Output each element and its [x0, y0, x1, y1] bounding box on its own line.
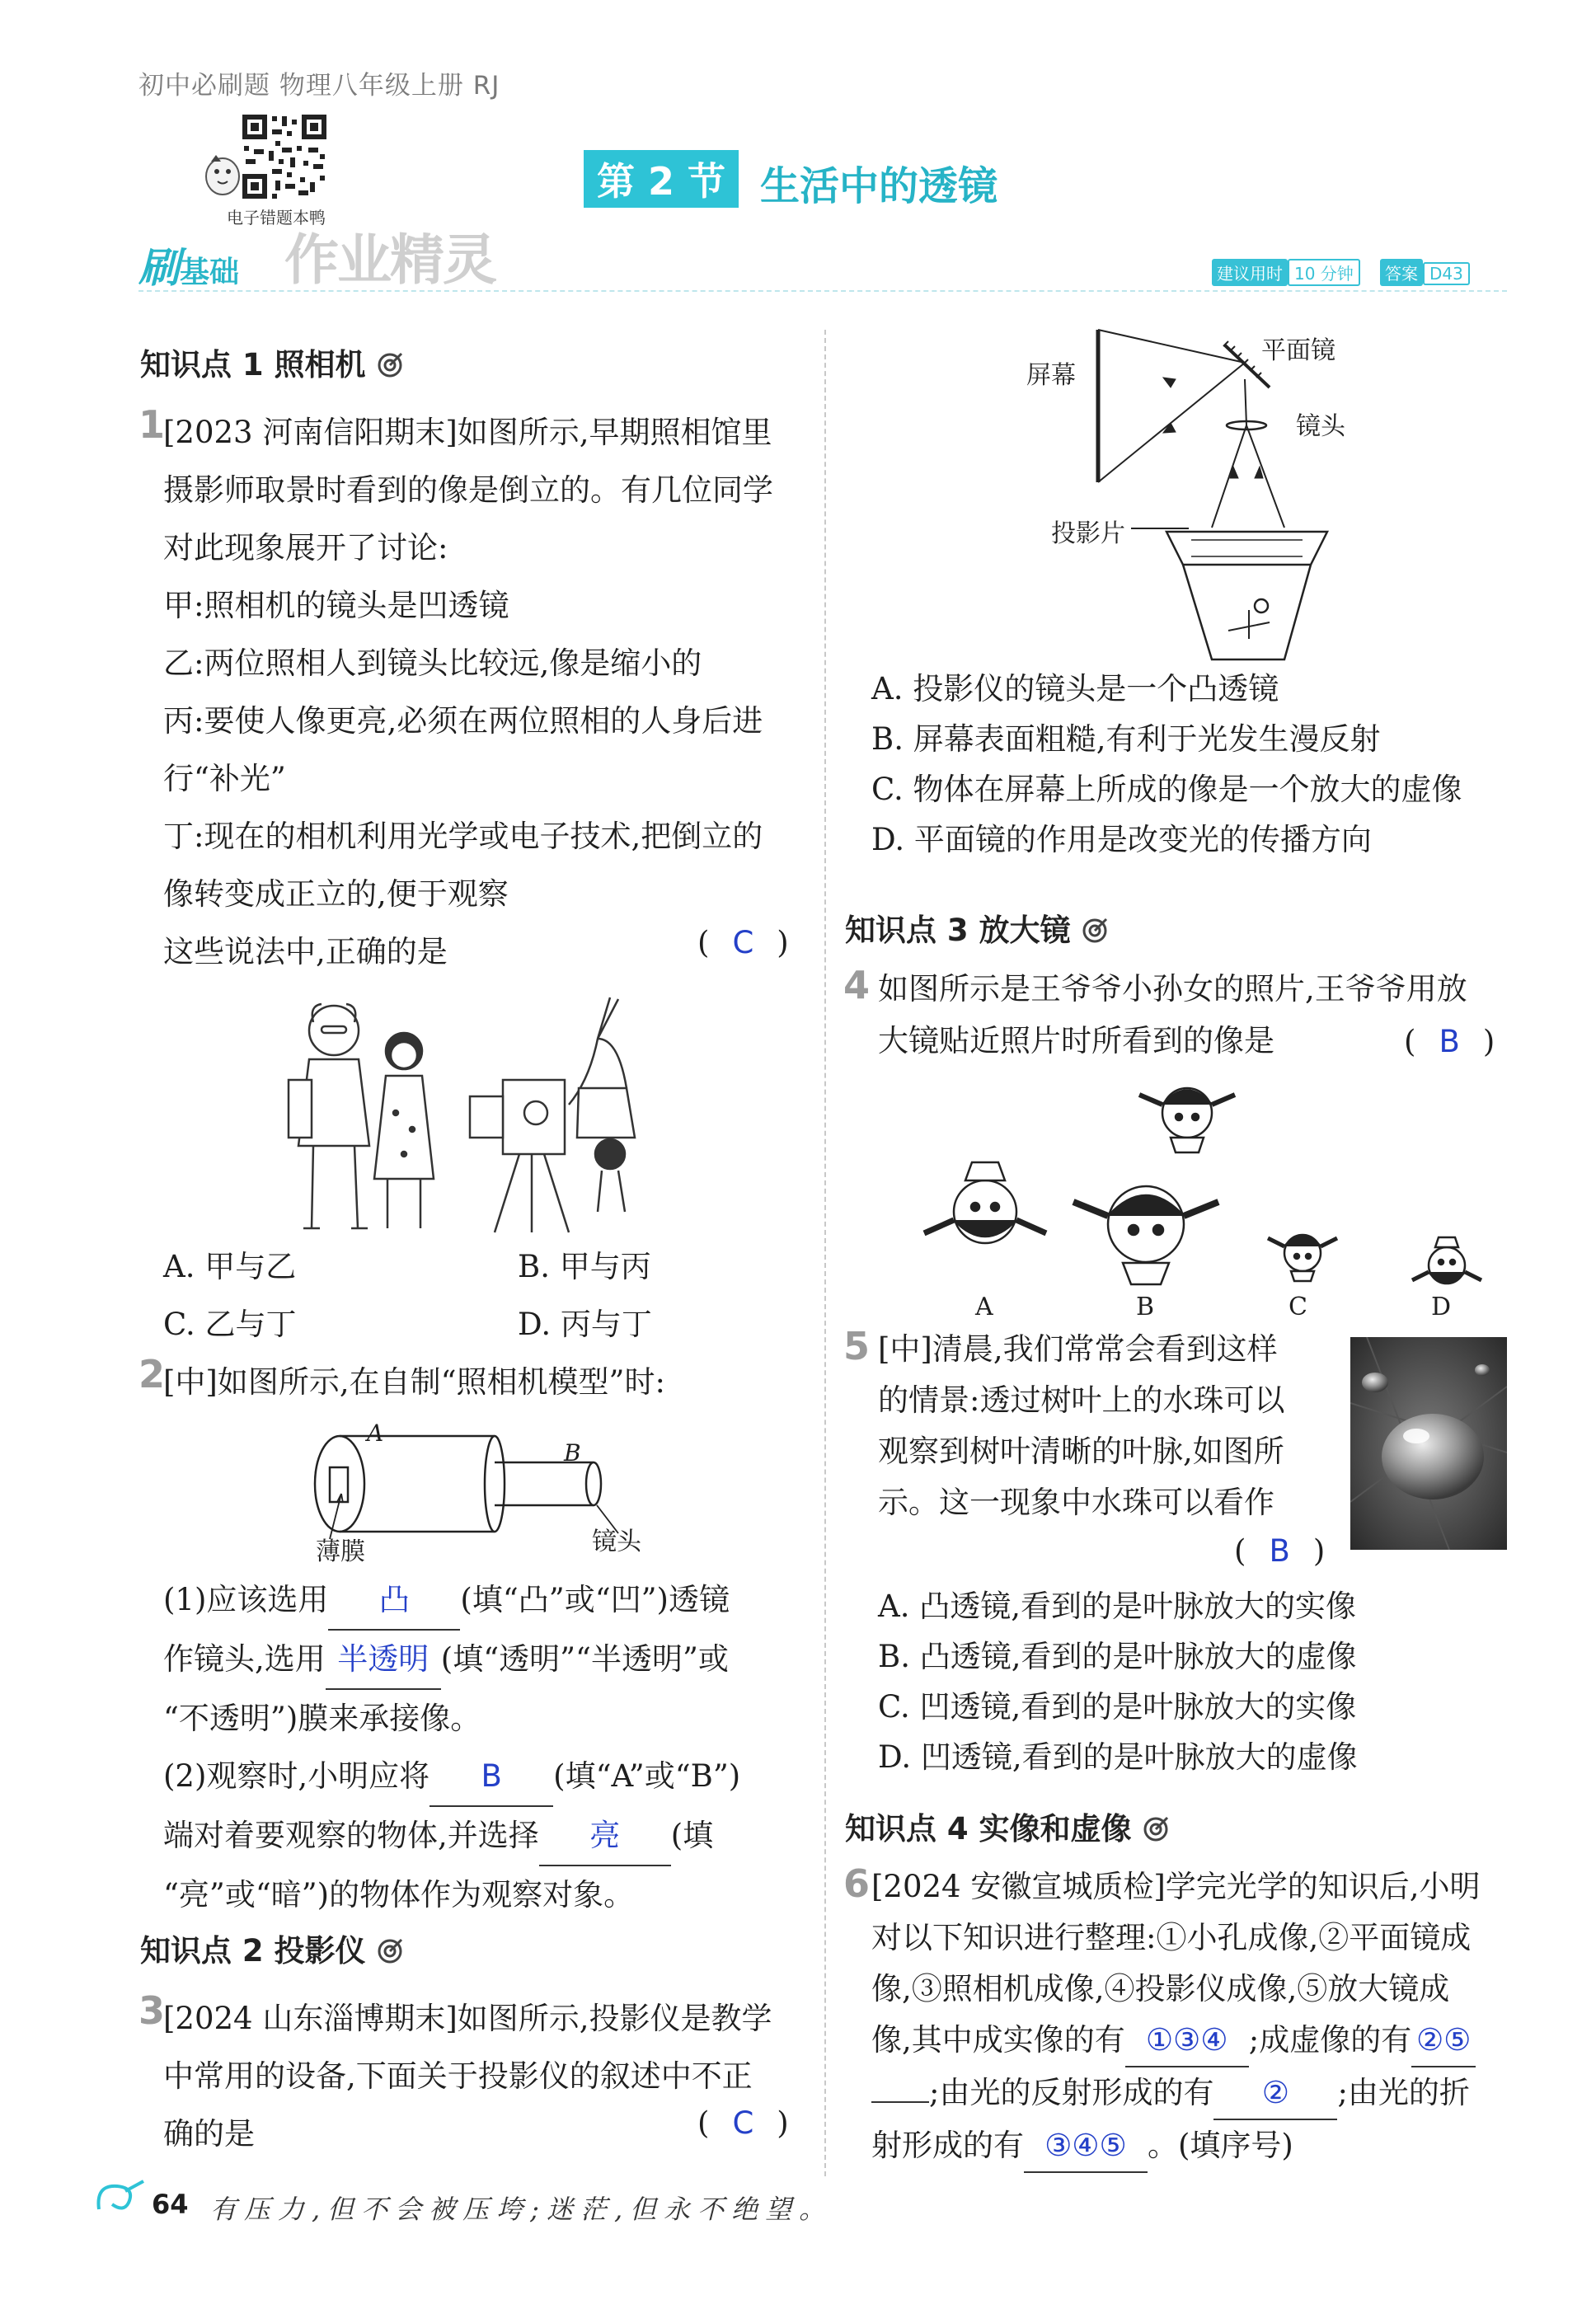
- q3-option-b[interactable]: B. 屏幕表面粗糙,有利于光发生漫反射: [871, 721, 1381, 757]
- q2-label-film: 薄膜: [316, 1537, 365, 1566]
- q1-line: [2023 河南信阳期末]如图所示,早期照相馆里: [163, 415, 772, 450]
- q5-option-b[interactable]: B. 凸透镜,看到的是叶脉放大的虚像: [878, 1639, 1357, 1674]
- time-value: 10 分钟: [1288, 259, 1360, 286]
- q3-option-a[interactable]: A. 投影仪的镜头是一个凸透镜: [871, 671, 1279, 706]
- q5-number: 5: [843, 1324, 871, 1368]
- q2-stem: [中]如图所示,在自制“照相机模型”时:: [163, 1364, 665, 1400]
- kp4-title: 知识点 4 实像和虚像: [845, 1811, 1132, 1847]
- knowledge-point-2: [140, 1926, 404, 1970]
- q6-line: 对以下知识进行整理:①小孔成像,②平面镜成: [871, 1920, 1472, 1955]
- q3-text: [163, 1990, 772, 2163]
- q5-options: [878, 1581, 1358, 1782]
- section-number-box: [584, 150, 739, 208]
- q5-water-drop-photo: [1350, 1337, 1507, 1550]
- answer-ref: D43: [1423, 262, 1470, 285]
- q6-blank-virtual[interactable]: ②⑤: [1411, 2015, 1476, 2067]
- q1-text: [163, 404, 773, 981]
- q1-option-d[interactable]: D. 丙与丁: [518, 1307, 652, 1342]
- watermark: 作业精灵: [284, 228, 495, 292]
- q5-line: [中]清晨,我们常常会看到这样: [878, 1331, 1278, 1367]
- q4-label-b: B: [1136, 1293, 1155, 1321]
- q6-line: 像,③照相机成像,④投影仪成像,⑤放大镜成: [871, 1971, 1450, 2006]
- q1-line: 对此现象展开了讨论:: [163, 530, 448, 566]
- footer-motto: 有压力,但不会被压垮;迷茫,但永不绝望。: [210, 2194, 833, 2225]
- q3-line: 中常用的设备,下面关于投影仪的叙述中不正: [163, 2058, 753, 2094]
- target-icon: [376, 1937, 404, 1965]
- q3-label-screen: 屏幕: [1026, 361, 1076, 390]
- q1-line: 像转变成正立的,便于观察: [163, 876, 509, 912]
- header-rule: [138, 290, 1507, 292]
- q2-blank-2[interactable]: 半透明: [326, 1631, 441, 1690]
- qr-code[interactable]: [239, 111, 330, 202]
- q6-line: [2024 安徽宣城质检]学完光学的知识后,小明: [871, 1869, 1481, 1904]
- q1-answer: C: [732, 925, 754, 960]
- q3-label-slide: 投影片: [1051, 519, 1125, 548]
- q4-girl-images: [907, 1072, 1509, 1327]
- section-number: 第 2 节: [597, 159, 726, 204]
- q4-label-d: D: [1431, 1293, 1452, 1321]
- q1-line: 丁:现在的相机利用光学或电子技术,把倒立的: [163, 819, 763, 854]
- q2-line: (1)应该选用 凸 (填“凸”或“凹”)透镜: [163, 1571, 740, 1631]
- q3-label-lens: 镜头: [1296, 412, 1345, 441]
- q6-blank-virtual-cont[interactable]: [871, 2101, 929, 2103]
- q4-line: 大镜贴近照片时所看到的像是: [878, 1023, 1274, 1058]
- q2-line: 端对着要观察的物体,并选择 亮 (填: [163, 1807, 740, 1866]
- q1-line: 摄影师取景时看到的像是倒立的。有几位同学: [163, 472, 773, 508]
- q3-option-c[interactable]: C. 物体在屏幕上所成的像是一个放大的虚像: [871, 772, 1462, 807]
- q5-line: 观察到树叶清晰的叶脉,如图所: [878, 1434, 1284, 1469]
- qr-caption: 电子错题本鸭: [227, 208, 326, 228]
- q2-line: (2)观察时,小明应将 B (填“A”或“B”): [163, 1748, 740, 1807]
- q2-blank-1[interactable]: 凸: [328, 1571, 460, 1631]
- q1-option-a[interactable]: A. 甲与乙: [163, 1249, 297, 1284]
- q1-number: 1: [138, 402, 166, 447]
- q2-number: 2: [138, 1352, 166, 1396]
- q2-blank-3[interactable]: B: [430, 1748, 553, 1807]
- q6-body: [871, 1861, 1481, 2173]
- q3-slide-pointer: [1131, 528, 1189, 529]
- q3-line: [2024 山东淄博期末]如图所示,投影仪是教学: [163, 2001, 772, 2036]
- q5-answer: B: [1269, 1533, 1290, 1569]
- q6-number: 6: [843, 1861, 871, 1906]
- q4-label-a: A: [975, 1293, 993, 1321]
- column-divider: [824, 330, 826, 2176]
- q6-line: 像,其中成实像的有 ①③④ ;成虚像的有 ②⑤: [871, 2015, 1481, 2067]
- knowledge-point-3: [845, 905, 1109, 950]
- footer-swirl-icon: [92, 2176, 150, 2217]
- q6-line: 射形成的有 ③④⑤ 。(填序号): [871, 2120, 1481, 2173]
- q4-answer: B: [1439, 1024, 1460, 1059]
- q6-line: ;由光的反射形成的有 ② ;由光的折: [871, 2067, 1481, 2120]
- q3-option-d[interactable]: D. 平面镜的作用是改变光的传播方向: [871, 822, 1372, 857]
- q2-label-a: A: [367, 1420, 384, 1447]
- q6-blank-real[interactable]: ①③④: [1125, 2015, 1249, 2067]
- mascot-icon: [200, 148, 246, 198]
- answer-label: 答案: [1380, 259, 1423, 286]
- q6-blank-reflection[interactable]: ②: [1213, 2067, 1337, 2120]
- q1-answer-bracket: ( C ): [697, 925, 789, 960]
- q3-answer-bracket: ( C ): [697, 2105, 789, 2141]
- basics-badge: [138, 235, 239, 294]
- q4-line: 如图所示是王爷爷小孙女的照片,王爷爷用放: [878, 971, 1467, 1007]
- q3-number: 3: [138, 1988, 166, 2033]
- q5-option-c[interactable]: C. 凹透镜,看到的是叶脉放大的实像: [878, 1689, 1357, 1725]
- page-number: 64: [152, 2189, 189, 2220]
- q6-blank-refraction[interactable]: ③④⑤: [1024, 2120, 1148, 2173]
- q2-line: “不透明”)膜来承接像。: [163, 1701, 481, 1736]
- q5-option-d[interactable]: D. 凹透镜,看到的是叶脉放大的虚像: [878, 1739, 1358, 1775]
- q1-line: 行“补光”: [163, 761, 286, 796]
- q1-photographer-illustration: [272, 989, 660, 1237]
- q2-line: “亮”或“暗”)的物体作为观察对象。: [163, 1877, 635, 1912]
- target-icon: [1142, 1815, 1170, 1843]
- time-label: 建议用时: [1212, 259, 1288, 286]
- kp1-title: 知识点 1 照相机: [140, 347, 366, 382]
- q1-option-b[interactable]: B. 甲与丙: [518, 1249, 651, 1284]
- q2-body: [163, 1571, 740, 1924]
- q5-line: 示。这一现象中水珠可以看作: [878, 1485, 1274, 1520]
- q2-label-lens: 镜头: [592, 1528, 641, 1556]
- target-icon: [1081, 917, 1109, 945]
- kp2-title: 知识点 2 投影仪: [140, 1933, 366, 1969]
- section-title: 生活中的透镜: [760, 163, 998, 209]
- q2-label-b: B: [564, 1439, 581, 1467]
- q5-option-a[interactable]: A. 凸透镜,看到的是叶脉放大的实像: [878, 1589, 1357, 1624]
- target-icon: [376, 351, 404, 379]
- q1-line: 甲:照相机的镜头是凹透镜: [163, 588, 509, 623]
- meta-bar: [1212, 259, 1470, 286]
- q3-answer: C: [732, 2105, 754, 2141]
- q5-text: [878, 1324, 1284, 1528]
- q4-label-c: C: [1289, 1293, 1307, 1321]
- q4-number: 4: [843, 963, 871, 1007]
- knowledge-point-4: [845, 1804, 1170, 1848]
- badge-main: 刷: [138, 244, 180, 292]
- q5-answer-bracket: ( B ): [1234, 1533, 1326, 1569]
- q3-line: 确的是: [163, 2116, 255, 2152]
- q1-line: 丙:要使人像更亮,必须在两位照相的人身后进: [163, 703, 763, 739]
- q1-line: 乙:两位照相人到镜头比较远,像是缩小的: [163, 645, 702, 681]
- q4-text: [878, 963, 1467, 1067]
- kp3-title: 知识点 3 放大镜: [845, 913, 1071, 948]
- q2-line: 作镜头,选用 半透明 (填“透明”“半透明”或: [163, 1631, 740, 1690]
- badge-sub: 基础: [180, 256, 240, 289]
- q5-line: 的情景:透过树叶上的水珠可以: [878, 1382, 1285, 1418]
- book-header: 初中必刷题 物理八年级上册 RJ: [138, 71, 500, 101]
- q4-answer-bracket: ( B ): [1404, 1024, 1495, 1059]
- q1-line: 这些说法中,正确的是: [163, 934, 448, 969]
- q1-option-c[interactable]: C. 乙与丁: [163, 1307, 297, 1342]
- q2-blank-4[interactable]: 亮: [539, 1807, 671, 1866]
- knowledge-point-1: [140, 340, 404, 384]
- q3-label-mirror: 平面镜: [1261, 336, 1335, 365]
- q3-options: [871, 664, 1462, 865]
